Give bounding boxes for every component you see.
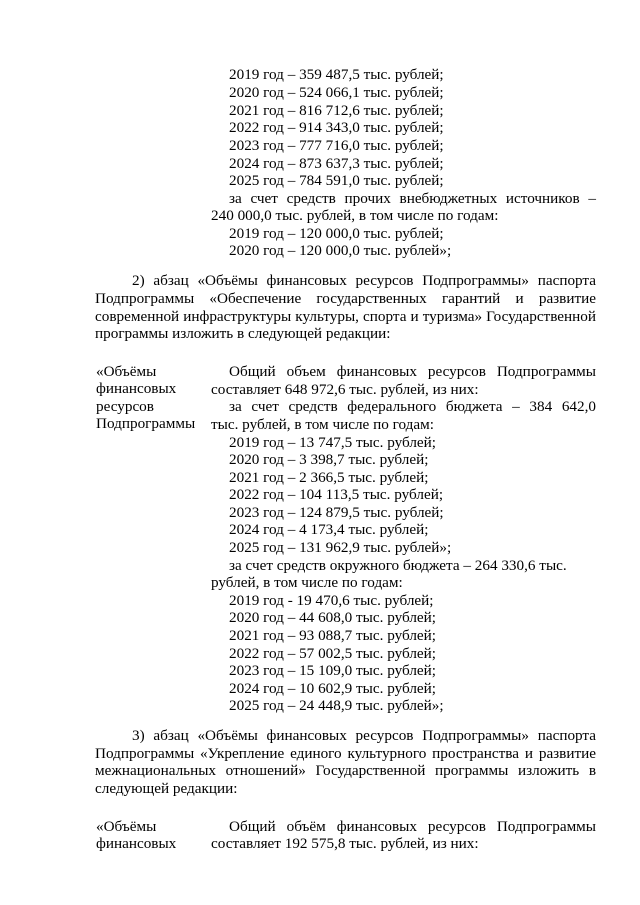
paragraph-line: 3) абзац «Объёмы финансовых ресурсов Подпрограммы» паспорта (132, 727, 596, 744)
paragraph-line: Подпрограммы «Укрепление единого культурного пространства и развитие (95, 745, 596, 762)
paragraph-line: следующей редакции: (95, 780, 238, 797)
district-line: рублей, в том числе по годам: (211, 574, 403, 591)
funding-label (96, 818, 206, 853)
paragraph-line: Подпрограммы «Обеспечение государственных гарантий и развитие (95, 290, 596, 307)
year-line: 2020 год – 44 608,0 тыс. рублей; (229, 609, 437, 626)
year-line: 2023 год – 15 109,0 тыс. рублей; (229, 662, 437, 679)
total-line: Общий объём финансовых ресурсов Подпрограммы (229, 818, 596, 835)
year-line: 2021 год – 93 088,7 тыс. рублей; (229, 627, 437, 644)
total-amount: составляет 192 575,8 тыс. рублей, из них: (211, 835, 479, 852)
year-line: 2019 год – 120 000,0 тыс. рублей; (229, 225, 444, 242)
year-line: 2023 год – 777 716,0 тыс. рублей; (229, 137, 444, 154)
label-line: финансовых (96, 835, 177, 853)
year-line: 2019 год - 19 470,6 тыс. рублей; (229, 592, 434, 609)
federal-line: за счет средств федерального бюджета – 384 642,0 (229, 398, 596, 415)
year-line: 2021 год – 816 712,6 тыс. рублей; (229, 102, 444, 119)
year-line: 2024 год – 873 637,3 тыс. рублей; (229, 155, 444, 172)
other-sources-total: 240 000,0 тыс. рублей, в том числе по годам: (211, 207, 499, 224)
label-line: ресурсов (96, 397, 154, 415)
district-line: за счет средств окружного бюджета – 264 330,6 тыс. (229, 557, 567, 574)
year-line: 2024 год – 4 173,4 тыс. рублей; (229, 521, 429, 538)
label-line: финансовых (96, 380, 177, 398)
label-line: Подпрограммы (96, 415, 196, 433)
other-sources-line: за счет средств прочих внебюджетных источников – (229, 190, 596, 207)
year-line: 2020 год – 524 066,1 тыс. рублей; (229, 84, 444, 101)
year-line: 2020 год – 3 398,7 тыс. рублей; (229, 451, 429, 468)
year-line: 2023 год – 124 879,5 тыс. рублей; (229, 504, 444, 521)
paragraph-line: современной инфраструктуры культуры, спорта и туризма» Государственной (95, 308, 596, 325)
federal-line: тыс. рублей, в том числе по годам: (211, 416, 434, 433)
year-line: 2019 год – 13 747,5 тыс. рублей; (229, 434, 437, 451)
total-amount: составляет 648 972,6 тыс. рублей, из них: (211, 381, 479, 398)
label-line: «Объёмы (96, 363, 157, 380)
label-line: «Объёмы (96, 818, 157, 835)
year-line: 2022 год – 914 343,0 тыс. рублей; (229, 119, 444, 136)
year-line: 2024 год – 10 602,9 тыс. рублей; (229, 680, 437, 697)
funding-label (96, 363, 206, 433)
total-line: Общий объем финансовых ресурсов Подпрограммы (229, 363, 596, 380)
paragraph-line: 2) абзац «Объёмы финансовых ресурсов Подпрограммы» паспорта (132, 272, 596, 289)
year-line: 2022 год – 104 113,5 тыс. рублей; (229, 486, 444, 503)
paragraph-line: программы изложить в следующей редакции: (95, 325, 391, 342)
paragraph-line: межнациональных отношений» Государственной программы изложить в (95, 762, 596, 779)
year-line: 2025 год – 131 962,9 тыс. рублей»; (229, 539, 452, 556)
year-line: 2025 год – 784 591,0 тыс. рублей; (229, 172, 444, 189)
year-line: 2022 год – 57 002,5 тыс. рублей; (229, 645, 437, 662)
year-line: 2019 год – 359 487,5 тыс. рублей; (229, 66, 444, 83)
year-line: 2021 год – 2 366,5 тыс. рублей; (229, 469, 429, 486)
year-line: 2025 год – 24 448,9 тыс. рублей»; (229, 697, 444, 714)
year-line: 2020 год – 120 000,0 тыс. рублей»; (229, 242, 452, 259)
